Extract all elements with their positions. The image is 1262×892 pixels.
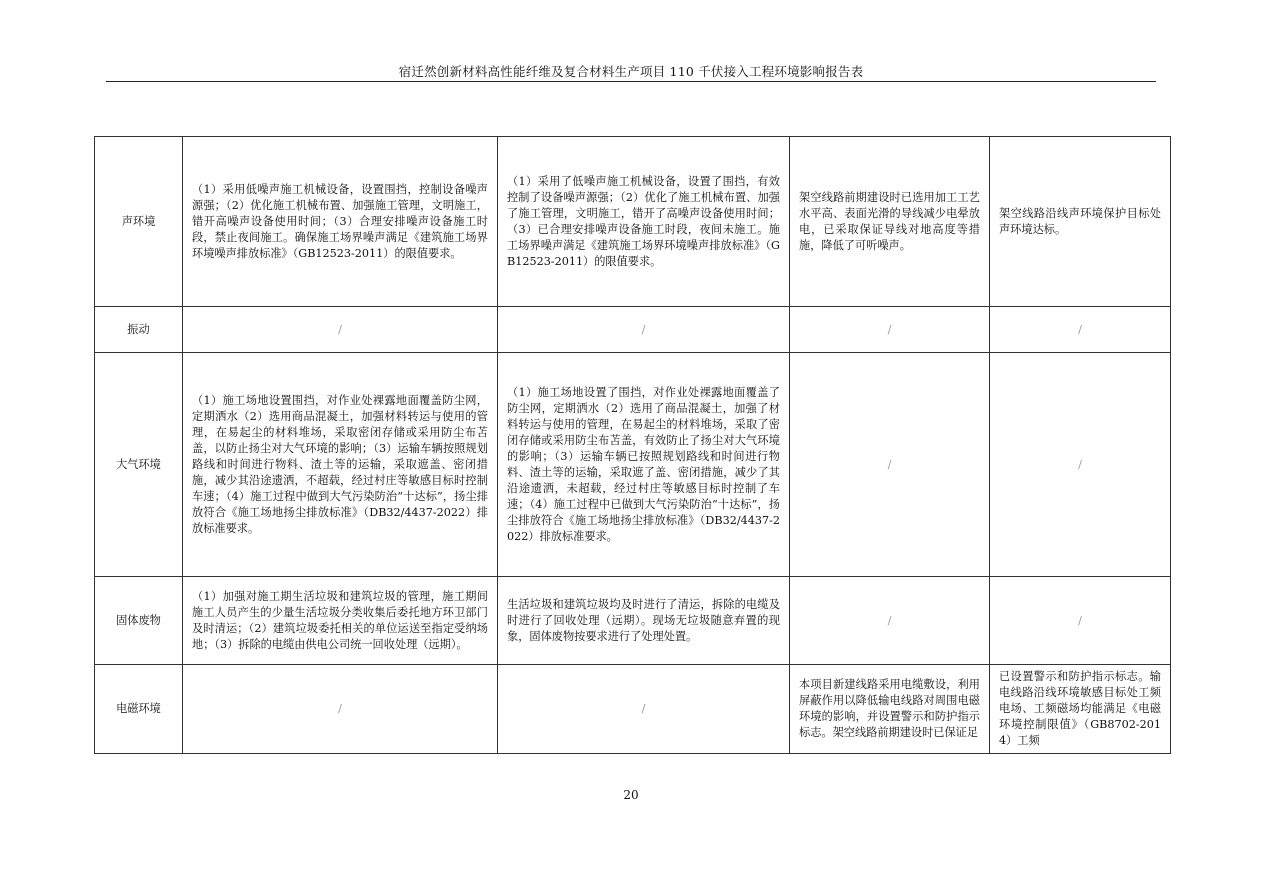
result-cell: 架空线路沿线声环境保护目标处声环境达标。 bbox=[990, 137, 1171, 307]
operation-measure-cell: / bbox=[790, 577, 990, 665]
page-number: 20 bbox=[623, 788, 639, 802]
category-cell: 大气环境 bbox=[95, 353, 183, 577]
table-row-solid-waste bbox=[95, 577, 1171, 665]
page-header-title: 宿迁然创新材料高性能纤维及复合材料生产项目 110 千伏接入工程环境影响报告表 bbox=[398, 64, 864, 79]
measure-cell: / bbox=[183, 665, 498, 754]
result-cell: / bbox=[990, 577, 1171, 665]
measure-cell: （1）施工场地设置围挡，对作业处裸露地面覆盖防尘网，定期洒水（2）选用商品混凝土，加强材料转运与使用的管理，在易起尘的材料堆场，采取密闭存储或采用防尘布苫盖，以防止扬尘对大气环境的影响；（3）运输车辆按照规划路线和时间进行物料、渣土等的运输，采取遮盖、密闭措施，减少其沿途遗洒，不超载，经过村庄等敏感目标时控制车速；（4）施工过程中做到大气污染防治“十达标”，扬尘排放符合《施工场地扬尘排放标准》（DB32/4437-2022）排放标准要求。 bbox=[183, 353, 498, 577]
table-row-vibration bbox=[95, 307, 1171, 353]
category-cell: 声环境 bbox=[95, 137, 183, 307]
category-cell: 固体废物 bbox=[95, 577, 183, 665]
measure-cell: （1）加强对施工期生活垃圾和建筑垃圾的管理，施工期间施工人员产生的少量生活垃圾分类收集后委托地方环卫部门及时清运；（2）建筑垃圾委托相关的单位运送至指定受纳场地；（3）拆除的电缆由供电公司统一回收处理（远期）。 bbox=[183, 577, 498, 665]
table-row-electromagnetic bbox=[95, 665, 1171, 754]
category-cell: 电磁环境 bbox=[95, 665, 183, 754]
environment-measures-table bbox=[94, 136, 1171, 754]
operation-measure-cell: / bbox=[790, 353, 990, 577]
implementation-cell: （1）施工场地设置了围挡，对作业处裸露地面覆盖了防尘网，定期洒水（2）选用了商品混凝土，加强了材料转运与使用的管理，在易起尘的材料堆场，采取了密闭存储或采用防尘布苫盖，有效防止了扬尘对大气环境的影响；（3）运输车辆已按照规划路线和时间进行物料、渣土等的运输，采取遮了盖、密闭措施，减少了其沿途遗洒，未超载，经过村庄等敏感目标时控制了车速；（4）施工过程中已做到大气污染防治“十达标”，扬尘排放符合《施工场地扬尘排放标准》（DB32/4437-2022）排放标准要求。 bbox=[498, 353, 790, 577]
table-row-air bbox=[95, 353, 1171, 577]
implementation-cell: 生活垃圾和建筑垃圾均及时进行了清运，拆除的电缆及时进行了回收处理（远期）。现场无垃圾随意弃置的现象，固体废物按要求进行了处理处置。 bbox=[498, 577, 790, 665]
operation-measure-cell: / bbox=[790, 307, 990, 353]
implementation-cell: / bbox=[498, 307, 790, 353]
implementation-cell: （1）采用了低噪声施工机械设备，设置了围挡，有效控制了设备噪声源强；（2）优化了施工机械布置、加强了施工管理，文明施工，错开了高噪声设备使用时间；（3）已合理安排噪声设备施工时段，夜间未施工。施工场界噪声满足《建筑施工场界环境噪声排放标准》（GB12523-2011）的限值要求。 bbox=[498, 137, 790, 307]
result-cell: / bbox=[990, 353, 1171, 577]
category-cell: 振动 bbox=[95, 307, 183, 353]
result-cell: / bbox=[990, 307, 1171, 353]
measure-cell: （1）采用低噪声施工机械设备，设置围挡，控制设备噪声源强；（2）优化施工机械布置、加强施工管理，文明施工，错开高噪声设备使用时间；（3）合理安排噪声设备施工时段，禁止夜间施工。确保施工场界噪声满足《建筑施工场界环境噪声排放标准》（GB12523-2011）的限值要求。 bbox=[183, 137, 498, 307]
table-row-noise bbox=[95, 137, 1171, 307]
operation-measure-cell: 本项目新建线路采用电缆敷设，利用屏蔽作用以降低输电线路对周围电磁环境的影响，并设置警示和防护指示标志。架空线路前期建设时已保证足 bbox=[790, 665, 990, 754]
operation-measure-cell: 架空线路前期建设时已选用加工工艺水平高、表面光滑的导线减少电晕放电，已采取保证导线对地高度等措施，降低了可听噪声。 bbox=[790, 137, 990, 307]
measure-cell: / bbox=[183, 307, 498, 353]
implementation-cell: / bbox=[498, 665, 790, 754]
result-cell: 已设置警示和防护指示标志。输电线路沿线环境敏感目标处工频电场、工频磁场均能满足《电磁环境控制限值》（GB8702-2014）工频 bbox=[990, 665, 1171, 754]
header-divider bbox=[106, 81, 1156, 82]
